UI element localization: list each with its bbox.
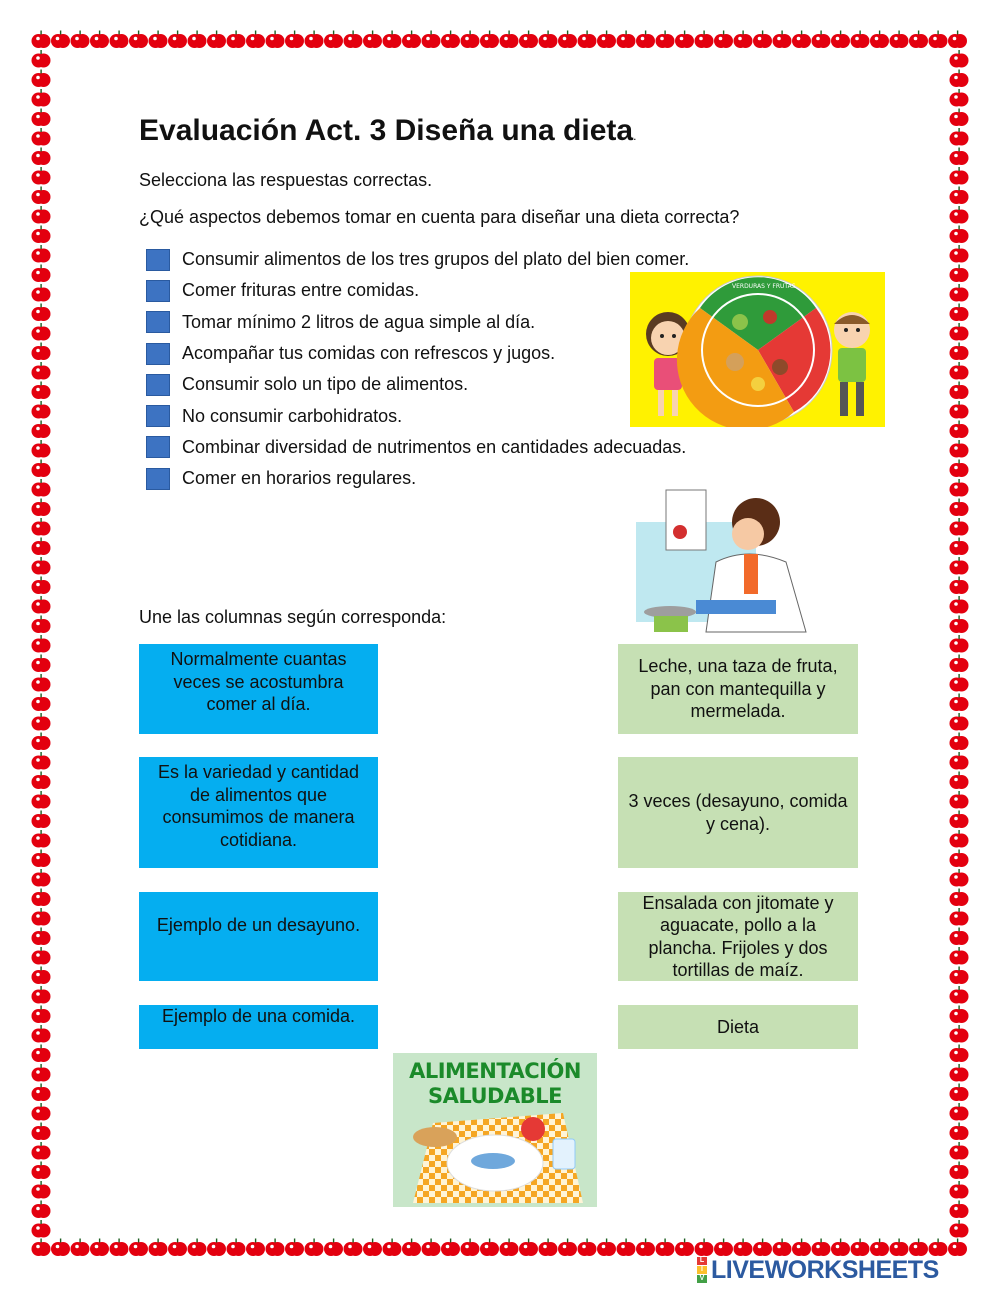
- apple-icon: [656, 31, 675, 49]
- apple-icon: [792, 31, 811, 49]
- apple-icon: [950, 1084, 969, 1102]
- apple-icon: [422, 31, 441, 49]
- apple-icon: [188, 1239, 207, 1257]
- apple-icon: [831, 31, 850, 49]
- apple-icon: [32, 752, 51, 770]
- apple-icon: [32, 1084, 51, 1102]
- apple-icon: [950, 596, 969, 614]
- title-suffix: .: [633, 129, 637, 143]
- apple-icon: [402, 1239, 421, 1257]
- apple-icon: [32, 1181, 51, 1199]
- apple-icon: [480, 31, 499, 49]
- option-label: Consumir alimentos de los tres grupos del plato del bien comer.: [182, 249, 690, 270]
- apple-icon: [519, 31, 538, 49]
- apple-icon: [695, 1239, 714, 1257]
- apple-icon: [950, 1025, 969, 1043]
- apple-icon: [110, 31, 129, 49]
- apple-icon: [441, 31, 460, 49]
- logo-text: LIVEWORKSHEETS: [711, 1255, 939, 1284]
- option-checkbox[interactable]: [146, 374, 170, 396]
- logo-letter: L: [697, 1257, 707, 1265]
- apple-icon: [950, 89, 969, 107]
- apple-icon: [32, 206, 51, 224]
- apple-icon: [32, 1103, 51, 1121]
- apple-icon: [500, 1239, 519, 1257]
- apple-icon: [32, 1162, 51, 1180]
- apple-icon: [32, 830, 51, 848]
- apple-icon: [558, 31, 577, 49]
- apple-icon: [950, 226, 969, 244]
- plate-graphic: [677, 276, 832, 427]
- option-item: [146, 400, 689, 431]
- apple-icon: [51, 31, 70, 49]
- apple-icon: [950, 1045, 969, 1063]
- apple-icon: [32, 674, 51, 692]
- apple-icon: [870, 1239, 889, 1257]
- apple-icon: [714, 31, 733, 49]
- right-box-1[interactable]: Leche, una taza de fruta, pan con mantequilla y mermelada.: [618, 644, 858, 734]
- apple-icon: [324, 1239, 343, 1257]
- apple-icon: [32, 713, 51, 731]
- apple-icon: [950, 850, 969, 868]
- apple-icon: [383, 31, 402, 49]
- apple-icon: [32, 343, 51, 361]
- apple-icon: [909, 1239, 928, 1257]
- apple-icon: [32, 148, 51, 166]
- option-checkbox[interactable]: [146, 436, 170, 458]
- option-label: Consumir solo un tipo de alimentos.: [182, 374, 469, 395]
- apple-icon: [324, 31, 343, 49]
- apple-icon: [32, 440, 51, 458]
- apple-icon: [950, 187, 969, 205]
- apple-icon: [851, 31, 870, 49]
- worksheet-title: [139, 114, 636, 148]
- apple-icon: [950, 440, 969, 458]
- apple-icon: [110, 1239, 129, 1257]
- apple-icon: [32, 694, 51, 712]
- apple-icon: [500, 31, 519, 49]
- apple-icon: [32, 889, 51, 907]
- apple-icon: [950, 928, 969, 946]
- healthy-eating-illustration: [393, 1053, 597, 1207]
- title-text: Evaluación Act. 3 Diseña una dieta: [139, 114, 634, 147]
- apple-icon: [851, 1239, 870, 1257]
- apple-icon: [227, 31, 246, 49]
- plate-illustration: [630, 272, 885, 427]
- apple-icon: [578, 31, 597, 49]
- question-text: ¿Qué aspectos debemos tomar en cuenta para diseñar una dieta correcta?: [139, 207, 740, 227]
- apple-icon: [32, 1064, 51, 1082]
- apple-icon: [950, 148, 969, 166]
- apple-icon: [32, 167, 51, 185]
- apple-icon: [305, 31, 324, 49]
- apple-icon: [32, 1045, 51, 1063]
- apple-icon: [950, 284, 969, 302]
- apple-icon: [32, 265, 51, 283]
- logo-letter: I: [697, 1266, 707, 1274]
- apple-icon: [266, 31, 285, 49]
- apple-icon: [675, 1239, 694, 1257]
- apple-icon: [285, 1239, 304, 1257]
- apple-icon: [32, 986, 51, 1004]
- apple-icon: [950, 362, 969, 380]
- apple-icon: [948, 1239, 967, 1257]
- apple-icon: [950, 304, 969, 322]
- apple-icon: [950, 323, 969, 341]
- option-item: [146, 244, 689, 275]
- apple-icon: [734, 31, 753, 49]
- apple-icon: [32, 362, 51, 380]
- liveworksheets-logo[interactable]: [697, 1256, 939, 1284]
- option-item: [146, 275, 689, 306]
- apple-icon: [32, 401, 51, 419]
- option-label: No consumir carbohidratos.: [182, 405, 403, 426]
- apple-icon: [950, 1220, 969, 1238]
- apple-icon: [950, 733, 969, 751]
- apple-icon: [32, 284, 51, 302]
- apple-icon: [950, 1006, 969, 1024]
- apple-icon: [32, 772, 51, 790]
- apple-icon: [32, 557, 51, 575]
- apple-icon: [539, 31, 558, 49]
- apple-icon: [539, 1239, 558, 1257]
- apple-icon: [950, 577, 969, 595]
- apple-icon: [129, 31, 148, 49]
- apple-icon: [32, 304, 51, 322]
- right-box-4[interactable]: Dieta: [618, 1005, 858, 1049]
- apple-icon: [909, 31, 928, 49]
- apple-icon: [227, 1239, 246, 1257]
- apple-icon: [950, 206, 969, 224]
- apple-icon: [578, 1239, 597, 1257]
- apple-icon: [32, 577, 51, 595]
- apple-icon: [950, 128, 969, 146]
- apple-icon: [950, 167, 969, 185]
- apple-icon: [71, 31, 90, 49]
- apple-icon: [207, 1239, 226, 1257]
- apple-icon: [32, 70, 51, 88]
- option-checkbox[interactable]: [146, 280, 170, 302]
- option-label: Comer en horarios regulares.: [182, 468, 417, 489]
- apple-icon: [32, 50, 51, 68]
- apple-icon: [32, 947, 51, 965]
- apple-icon: [753, 31, 772, 49]
- apple-icon: [32, 850, 51, 868]
- apple-icon: [363, 1239, 382, 1257]
- apple-icon: [168, 1239, 187, 1257]
- apple-icon: [32, 421, 51, 439]
- apple-icon: [950, 557, 969, 575]
- left-box-2[interactable]: Es la variedad y cantidad de alimentos que consumimos de manera cotidiana.: [139, 757, 378, 868]
- apple-icon: [617, 1239, 636, 1257]
- apple-icon: [929, 1239, 948, 1257]
- apple-icon: [32, 1025, 51, 1043]
- apple-icon: [890, 1239, 909, 1257]
- option-label: Acompañar tus comidas con refrescos y jugos.: [182, 343, 556, 364]
- apple-icon: [51, 1239, 70, 1257]
- apple-icon: [32, 479, 51, 497]
- apple-icon: [32, 967, 51, 985]
- apple-icon: [950, 50, 969, 68]
- option-item: [146, 307, 689, 338]
- apple-icon: [831, 1239, 850, 1257]
- apple-icon: [950, 1201, 969, 1219]
- apple-icon: [950, 401, 969, 419]
- apple-icon: [32, 382, 51, 400]
- apple-icon: [950, 1181, 969, 1199]
- apple-icon: [480, 1239, 499, 1257]
- apple-icon: [714, 1239, 733, 1257]
- apple-icon: [950, 830, 969, 848]
- option-label: Comer frituras entre comidas.: [182, 280, 420, 301]
- apple-icon: [950, 1162, 969, 1180]
- apple-icon: [188, 31, 207, 49]
- logo-mark-icon: [697, 1257, 707, 1284]
- apple-icon: [402, 31, 421, 49]
- apple-icon: [812, 31, 831, 49]
- option-item: [146, 338, 689, 369]
- apple-icon: [32, 1123, 51, 1141]
- apple-icon: [32, 31, 51, 49]
- apple-icon: [32, 928, 51, 946]
- apple-icon: [32, 616, 51, 634]
- apple-icon: [950, 518, 969, 536]
- apple-icon: [950, 616, 969, 634]
- apple-icon: [32, 908, 51, 926]
- apple-icon: [950, 499, 969, 517]
- apple-icon: [32, 323, 51, 341]
- left-box-3[interactable]: Ejemplo de un desayuno.: [139, 892, 378, 981]
- apple-icon: [950, 460, 969, 478]
- option-checkbox[interactable]: [146, 468, 170, 490]
- option-checkbox[interactable]: [146, 249, 170, 271]
- apple-icon: [149, 1239, 168, 1257]
- apple-icon: [617, 31, 636, 49]
- apple-icon: [168, 31, 187, 49]
- logo-letter: V: [697, 1275, 707, 1283]
- apple-icon: [344, 31, 363, 49]
- boy-figure: [834, 312, 870, 416]
- apple-icon: [32, 499, 51, 517]
- apple-icon: [753, 1239, 772, 1257]
- apple-icon: [461, 31, 480, 49]
- apple-icon: [597, 31, 616, 49]
- apple-icon: [656, 1239, 675, 1257]
- apple-icon: [32, 518, 51, 536]
- apple-icon: [32, 538, 51, 556]
- apple-icon: [32, 245, 51, 263]
- apple-icon: [441, 1239, 460, 1257]
- apple-icon: [812, 1239, 831, 1257]
- apple-icon: [246, 1239, 265, 1257]
- apple-icon: [950, 947, 969, 965]
- apple-icon: [929, 31, 948, 49]
- apple-icon: [32, 791, 51, 809]
- apple-icon: [950, 713, 969, 731]
- apple-icon: [363, 31, 382, 49]
- option-item: [146, 463, 689, 494]
- nutritionist-illustration: [636, 482, 814, 640]
- apple-icon: [950, 382, 969, 400]
- apple-icon: [285, 31, 304, 49]
- apple-icon: [773, 31, 792, 49]
- apple-icon: [558, 1239, 577, 1257]
- option-item: [146, 432, 689, 463]
- apple-icon: [32, 869, 51, 887]
- apple-icon: [950, 479, 969, 497]
- apple-icon: [32, 187, 51, 205]
- apple-icon: [207, 31, 226, 49]
- apple-icon: [950, 869, 969, 887]
- apple-icon: [32, 733, 51, 751]
- apple-icon: [32, 226, 51, 244]
- apple-icon: [950, 343, 969, 361]
- apple-icon: [32, 128, 51, 146]
- apple-icon: [950, 811, 969, 829]
- apple-icon: [32, 1201, 51, 1219]
- apple-icon: [950, 635, 969, 653]
- apple-icon: [129, 1239, 148, 1257]
- apple-icon: [950, 674, 969, 692]
- right-box-3[interactable]: Ensalada con jitomate y aguacate, pollo a la plancha. Frijoles y dos tortillas de maíz.: [618, 892, 858, 981]
- apple-icon: [90, 1239, 109, 1257]
- apple-icon: [734, 1239, 753, 1257]
- option-label: Tomar mínimo 2 litros de agua simple al día.: [182, 311, 536, 332]
- apple-icon: [870, 31, 889, 49]
- apple-icon: [32, 109, 51, 127]
- apple-icon: [90, 31, 109, 49]
- apple-icon: [950, 538, 969, 556]
- apple-icon: [950, 889, 969, 907]
- healthy-line-1: ALIMENTACIÓN: [409, 1059, 581, 1083]
- apple-icon: [675, 31, 694, 49]
- apple-icon: [950, 109, 969, 127]
- apple-icon: [950, 986, 969, 1004]
- apple-icon: [305, 1239, 324, 1257]
- apple-icon: [950, 421, 969, 439]
- apple-icon: [32, 635, 51, 653]
- left-box-1[interactable]: Normalmente cuantas veces se acostumbra comer al día.: [139, 644, 378, 734]
- apple-icon: [71, 1239, 90, 1257]
- right-box-2[interactable]: 3 veces (desayuno, comida y cena).: [618, 757, 858, 868]
- option-label: Combinar diversidad de nutrimentos en cantidades adecuadas.: [182, 436, 687, 457]
- apple-icon: [950, 791, 969, 809]
- match-instruction: Une las columnas según corresponda:: [139, 607, 447, 627]
- apple-icon: [636, 1239, 655, 1257]
- apple-icon: [950, 1103, 969, 1121]
- apple-icon: [950, 967, 969, 985]
- apple-icon: [890, 31, 909, 49]
- apple-icon: [266, 1239, 285, 1257]
- apple-icon: [149, 31, 168, 49]
- apple-icon: [636, 31, 655, 49]
- apple-icon: [950, 694, 969, 712]
- apple-icon: [950, 1064, 969, 1082]
- option-item: [146, 369, 689, 400]
- apple-icon: [32, 89, 51, 107]
- apple-icon: [383, 1239, 402, 1257]
- apple-icon: [246, 31, 265, 49]
- options-list: [146, 244, 689, 494]
- apple-icon: [950, 772, 969, 790]
- apple-icon: [32, 460, 51, 478]
- instruction-text: Selecciona las respuestas correctas.: [139, 170, 433, 190]
- apple-icon: [461, 1239, 480, 1257]
- apple-icon: [792, 1239, 811, 1257]
- apple-icon: [950, 70, 969, 88]
- apple-icon: [519, 1239, 538, 1257]
- plate-band-label: VERDURAS Y FRUTAS: [732, 283, 796, 290]
- apple-icon: [344, 1239, 363, 1257]
- apple-icon: [32, 1006, 51, 1024]
- apple-icon: [950, 655, 969, 673]
- apple-icon: [950, 908, 969, 926]
- apple-icon: [32, 811, 51, 829]
- healthy-line-2: SALUDABLE: [428, 1084, 562, 1108]
- option-checkbox[interactable]: [146, 311, 170, 333]
- apple-icon: [597, 1239, 616, 1257]
- apple-icon: [773, 1239, 792, 1257]
- apple-icon: [422, 1239, 441, 1257]
- option-checkbox[interactable]: [146, 405, 170, 427]
- apple-icon: [32, 655, 51, 673]
- apple-icon: [32, 1220, 51, 1238]
- apple-icon: [950, 752, 969, 770]
- apple-icon: [32, 1239, 51, 1257]
- apple-icon: [950, 1123, 969, 1141]
- apple-icon: [948, 31, 967, 49]
- apple-icon: [32, 596, 51, 614]
- apple-icon: [950, 1142, 969, 1160]
- left-box-4[interactable]: Ejemplo de una comida.: [139, 1005, 378, 1049]
- apple-icon: [950, 265, 969, 283]
- option-checkbox[interactable]: [146, 343, 170, 365]
- apple-icon: [695, 31, 714, 49]
- apple-icon: [32, 1142, 51, 1160]
- apple-icon: [950, 245, 969, 263]
